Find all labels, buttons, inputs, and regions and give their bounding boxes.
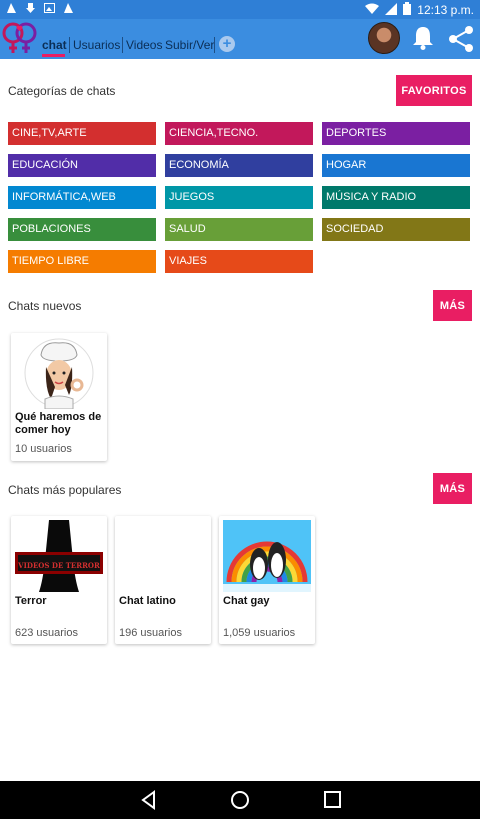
rainbow-penguins-thumbnail (223, 520, 311, 597)
tab-separator (69, 37, 70, 53)
tab-separator (122, 37, 123, 53)
share-icon[interactable] (447, 25, 475, 53)
category-button[interactable]: TIEMPO LIBRE (8, 250, 156, 273)
chat-card-latino[interactable] (115, 516, 211, 644)
category-button[interactable]: VIAJES (165, 250, 313, 273)
notification-icon (63, 2, 74, 14)
clock: 12:13 p.m. (417, 3, 474, 17)
signal-icon (385, 3, 397, 18)
card-user-count: 1,059 usuarios (223, 627, 296, 639)
category-button[interactable]: DEPORTES (322, 122, 470, 145)
category-button[interactable]: HOGAR (322, 154, 470, 177)
bell-icon[interactable] (412, 26, 434, 50)
tab-videos[interactable]: Videos (126, 38, 163, 52)
popular-chats-title: Chats más populares (8, 483, 122, 497)
chef-thumbnail (15, 337, 103, 414)
card-user-count: 623 usuarios (15, 627, 78, 639)
notification-icon (6, 2, 17, 14)
new-chats-more-button[interactable]: MÁS (433, 290, 472, 321)
add-tab-button[interactable]: + (219, 36, 235, 52)
app-bar (0, 19, 480, 59)
card-title: Qué haremos de comer hoy (15, 411, 102, 436)
category-button[interactable]: POBLACIONES (8, 218, 156, 241)
favorites-button[interactable]: FAVORITOS (396, 75, 472, 106)
back-icon[interactable] (138, 789, 160, 811)
card-user-count: 196 usuarios (119, 627, 182, 639)
download-icon (25, 2, 36, 14)
system-indicators (365, 2, 474, 18)
tab-chat[interactable]: chat (42, 38, 67, 52)
chat-card-terror[interactable] (11, 516, 107, 644)
category-button[interactable]: ECONOMÍA (165, 154, 313, 177)
active-tab-indicator (42, 54, 65, 57)
card-title: Chat gay (223, 595, 270, 607)
category-button[interactable]: SALUD (165, 218, 313, 241)
home-icon[interactable] (229, 789, 251, 811)
chat-card-cooking[interactable] (11, 333, 107, 461)
status-bar (0, 0, 480, 19)
system-nav-bar (0, 781, 480, 819)
tab-subir-ver[interactable]: Subir/Ver (165, 38, 215, 52)
category-button[interactable]: SOCIEDAD (322, 218, 470, 241)
thumbnail-caption: VIDEOS DE TERROR (18, 561, 100, 570)
category-button[interactable]: CIENCIA,TECNO. (165, 122, 313, 145)
image-icon (44, 2, 55, 14)
app-logo-icon[interactable] (1, 21, 39, 55)
categories-title: Categorías de chats (8, 84, 116, 98)
chat-card-gay[interactable] (219, 516, 315, 644)
popular-chats-more-button[interactable]: MÁS (433, 473, 472, 504)
category-button[interactable]: EDUCACIÓN (8, 154, 156, 177)
category-button[interactable]: JUEGOS (165, 186, 313, 209)
card-title: Chat latino (119, 595, 176, 607)
new-chats-title: Chats nuevos (8, 299, 82, 313)
tab-separator (214, 37, 215, 53)
battery-icon (403, 2, 411, 18)
card-title: Terror (15, 595, 47, 607)
notification-icons (6, 2, 74, 14)
category-button[interactable]: INFORMÁTICA,WEB (8, 186, 156, 209)
tab-usuarios[interactable]: Usuarios (73, 38, 121, 52)
recents-icon[interactable] (322, 789, 344, 811)
wifi-icon (365, 3, 379, 18)
user-avatar[interactable] (368, 22, 400, 54)
card-user-count: 10 usuarios (15, 443, 72, 455)
category-button[interactable]: CINE,TV,ARTE (8, 122, 156, 145)
category-button[interactable]: MÚSICA Y RADIO (322, 186, 470, 209)
